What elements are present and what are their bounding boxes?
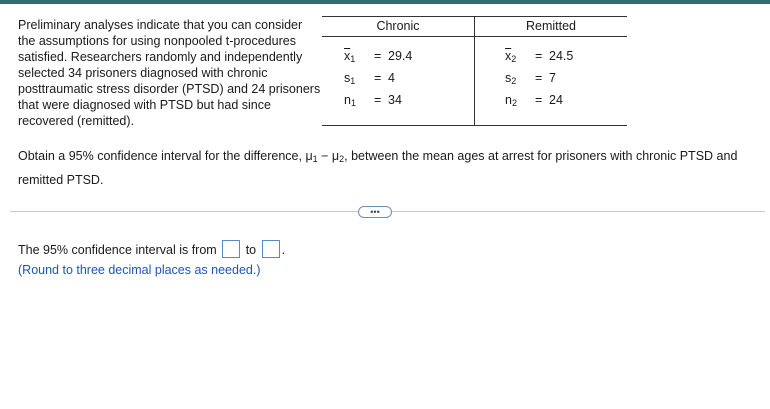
chronic-sd-row: $s_1 = 4$ [344, 71, 395, 86]
upper-bound-input[interactable] [262, 240, 280, 258]
remitted-n-value: 24 [549, 93, 563, 107]
mu2-symbol: μ [331, 149, 340, 163]
top-accent-bar [0, 0, 770, 4]
header-remitted: Remitted [525, 19, 577, 33]
answer-prefix: The 95% confidence interval is from [18, 243, 217, 257]
remitted-n-row: $n_2 = 24$ [505, 93, 563, 108]
remitted-sd-row: $s_2 = 7$ [505, 71, 556, 86]
chronic-sd-value: 4 [388, 71, 395, 85]
mean-symbol: $\overline{x}$ [344, 49, 351, 63]
chronic-n-row: $n_1 = 34$ [344, 93, 402, 108]
answer-line [18, 240, 285, 260]
n-symbol: n [505, 93, 512, 107]
sd-symbol: s [505, 71, 512, 85]
rounding-hint: (Round to three decimal places as needed.) [18, 263, 261, 277]
remitted-mean-row: $\overline{x}_2 = 24.5$ [505, 49, 574, 64]
chronic-mean-row: $\overline{x}_1 = 29.4$ [344, 49, 413, 64]
mu1-symbol: μ [305, 149, 313, 163]
lower-bound-input[interactable] [222, 240, 240, 258]
remitted-sd-value: 7 [549, 71, 556, 85]
remitted-mean-value: 24.5 [549, 49, 574, 63]
expand-more-button[interactable]: ••• [358, 206, 392, 218]
sd-symbol: s [344, 71, 351, 85]
header-chronic: Chronic [376, 19, 420, 33]
chronic-mean-value: 29.4 [388, 49, 413, 63]
mean-symbol: $\overline{x}$ [505, 49, 512, 63]
answer-middle: to [245, 243, 257, 257]
statistics-table [322, 16, 627, 126]
answer-suffix: . [281, 243, 286, 257]
question-text: Obtain a 95% confidence interval for the difference, $\mu_1 - \mu_2$, between the mean ages at arrest for prisoners with chronic PTSD and remitted PTSD. [18, 149, 738, 187]
problem-intro: Preliminary analyses indicate that you can consider the assumptions for using nonpooled t-procedures satisfied. Researchers randomly and independently selected 34 prisoners diagnosed with chronic posttraumatic stress disorder (PTSD) and 24 prisoners that were diagnosed with PTSD but had since recovered (remitted). [18, 18, 321, 128]
chronic-n-value: 34 [388, 93, 402, 107]
n-symbol: n [344, 93, 351, 107]
